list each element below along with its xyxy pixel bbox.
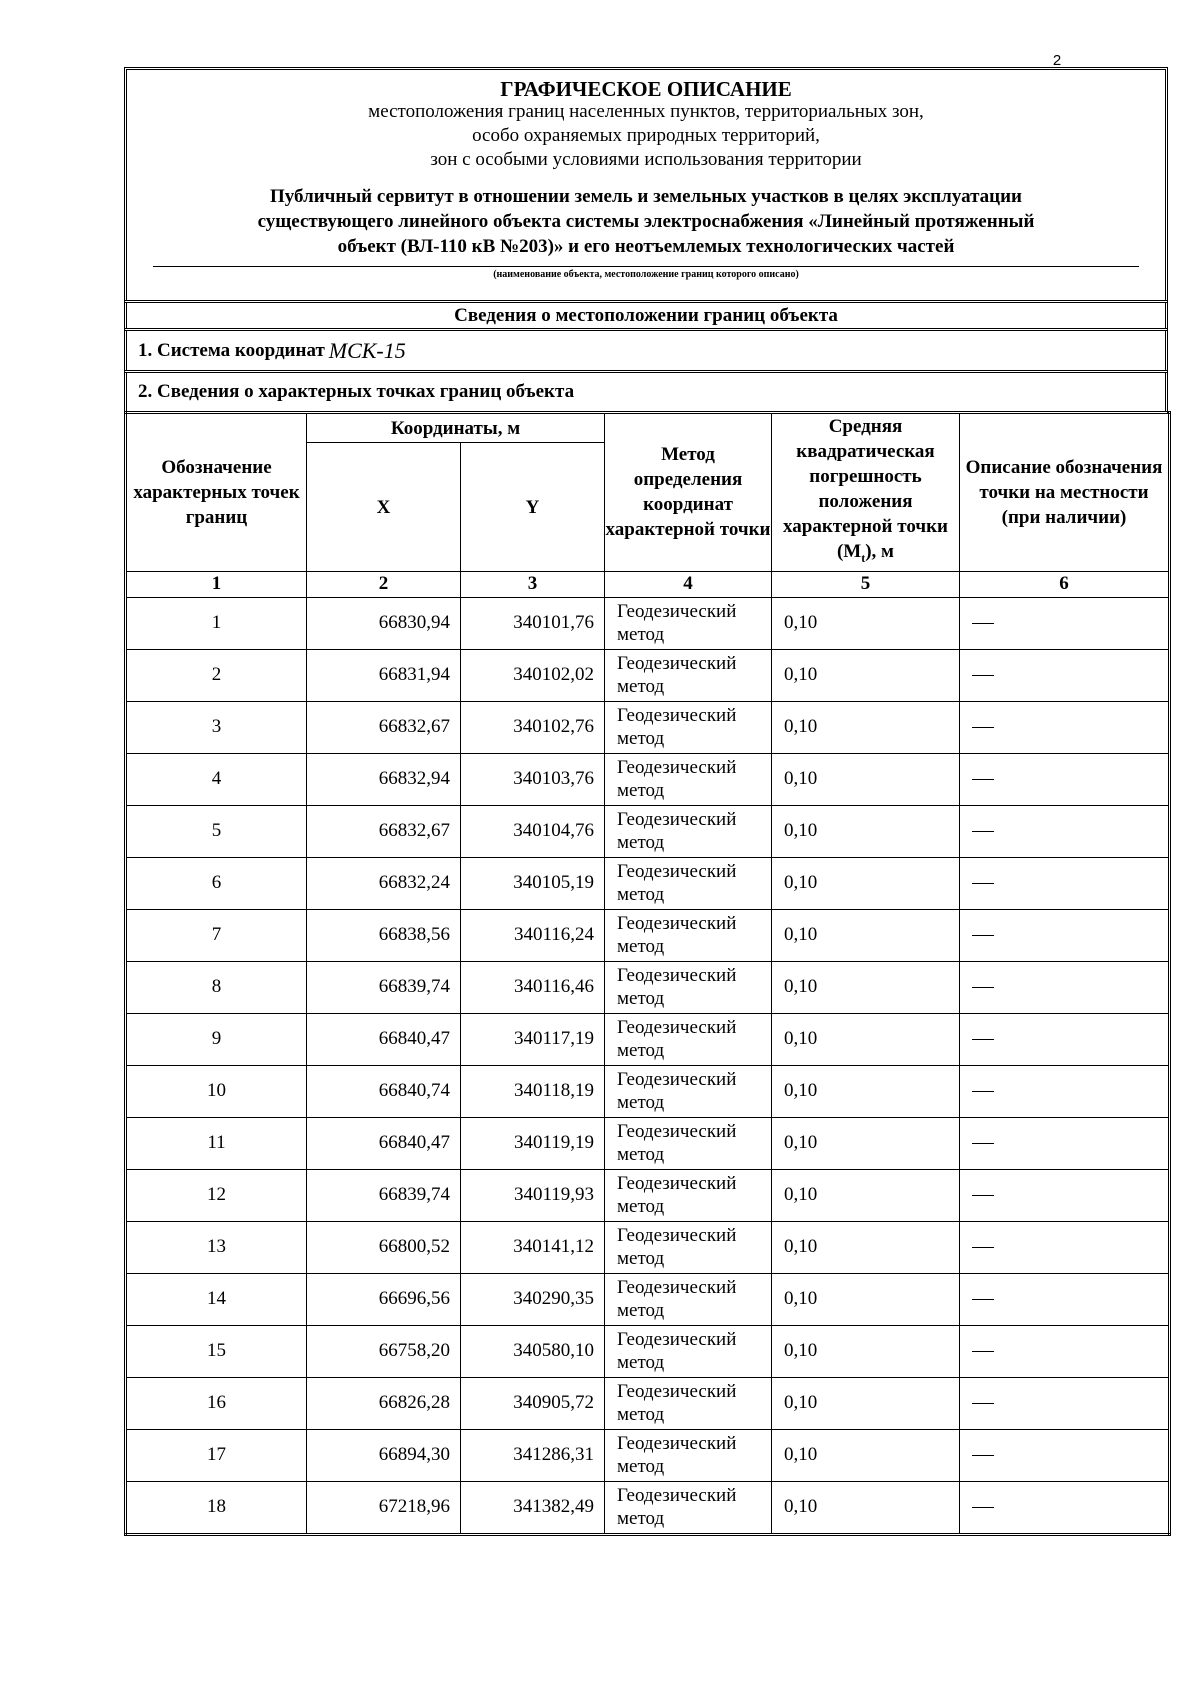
coord-x: 66831,94 bbox=[307, 649, 461, 701]
point-number: 18 bbox=[126, 1481, 307, 1534]
header-error-text: Средняя квадратическая погрешность положения характерной точки (M bbox=[783, 416, 948, 562]
dash-mark bbox=[972, 1195, 994, 1196]
point-number: 7 bbox=[126, 909, 307, 961]
dash-mark bbox=[972, 779, 994, 780]
table-row bbox=[126, 597, 1170, 649]
coord-y: 340103,76 bbox=[461, 753, 605, 805]
method: Геодезический метод bbox=[605, 1273, 772, 1325]
error-value: 0,10 bbox=[772, 1377, 960, 1429]
description-cell bbox=[960, 649, 1170, 701]
description-cell bbox=[960, 909, 1170, 961]
header-description: Описание обозначения точки на местности (при наличии) bbox=[960, 413, 1170, 572]
coord-x: 67218,96 bbox=[307, 1481, 461, 1534]
dash-mark bbox=[972, 935, 994, 936]
description-cell bbox=[960, 1065, 1170, 1117]
coord-x: 66696,56 bbox=[307, 1273, 461, 1325]
coord-x: 66830,94 bbox=[307, 597, 461, 649]
table-row bbox=[126, 701, 1170, 753]
description-cell bbox=[960, 1481, 1170, 1534]
description-cell bbox=[960, 597, 1170, 649]
error-value: 0,10 bbox=[772, 1117, 960, 1169]
error-value: 0,10 bbox=[772, 1221, 960, 1273]
table-row bbox=[126, 1169, 1170, 1221]
column-number: 4 bbox=[605, 571, 772, 597]
description-cell bbox=[960, 1377, 1170, 1429]
error-value: 0,10 bbox=[772, 1273, 960, 1325]
description-cell bbox=[960, 1169, 1170, 1221]
point-number: 11 bbox=[126, 1117, 307, 1169]
coord-y: 341286,31 bbox=[461, 1429, 605, 1481]
section-location: Сведения о местоположении границ объекта bbox=[124, 300, 1168, 331]
object-caption: (наименование объекта, местоположение границ которого описано) bbox=[493, 269, 799, 280]
table-row bbox=[126, 1221, 1170, 1273]
method: Геодезический метод bbox=[605, 1169, 772, 1221]
header-coordinates: Координаты, м bbox=[307, 413, 605, 443]
dash-mark bbox=[972, 1143, 994, 1144]
point-number: 9 bbox=[126, 1013, 307, 1065]
coord-x: 66894,30 bbox=[307, 1429, 461, 1481]
coord-y: 340580,10 bbox=[461, 1325, 605, 1377]
point-number: 8 bbox=[126, 961, 307, 1013]
header-error-subscript: t bbox=[861, 550, 866, 565]
error-value: 0,10 bbox=[772, 649, 960, 701]
description-cell bbox=[960, 1273, 1170, 1325]
object-name bbox=[127, 184, 1165, 259]
point-number: 13 bbox=[126, 1221, 307, 1273]
error-value: 0,10 bbox=[772, 1065, 960, 1117]
header-method: Метод определения координат характерной точки bbox=[605, 413, 772, 572]
point-number: 14 bbox=[126, 1273, 307, 1325]
method: Геодезический метод bbox=[605, 1117, 772, 1169]
dash-mark bbox=[972, 1455, 994, 1456]
column-number-row bbox=[126, 571, 1170, 597]
method: Геодезический метод bbox=[605, 701, 772, 753]
coord-x: 66826,28 bbox=[307, 1377, 461, 1429]
point-number: 5 bbox=[126, 805, 307, 857]
coord-y: 340116,24 bbox=[461, 909, 605, 961]
error-value: 0,10 bbox=[772, 1481, 960, 1534]
subtitle-line: особо охраняемых природных территорий, bbox=[472, 125, 820, 146]
coord-y: 340141,12 bbox=[461, 1221, 605, 1273]
error-value: 0,10 bbox=[772, 805, 960, 857]
coord-y: 340102,02 bbox=[461, 649, 605, 701]
coord-x: 66838,56 bbox=[307, 909, 461, 961]
description-cell bbox=[960, 1221, 1170, 1273]
method: Геодезический метод bbox=[605, 649, 772, 701]
subtitle-line: местоположения границ населенных пунктов, территориальных зон, bbox=[368, 101, 924, 122]
table-row bbox=[126, 1325, 1170, 1377]
table-row bbox=[126, 1065, 1170, 1117]
page-number: 2 bbox=[1052, 52, 1062, 69]
header-designation: Обозначение характерных точек границ bbox=[126, 413, 307, 572]
point-number: 6 bbox=[126, 857, 307, 909]
description-cell bbox=[960, 753, 1170, 805]
coord-x: 66840,47 bbox=[307, 1013, 461, 1065]
dash-mark bbox=[972, 727, 994, 728]
coord-y: 340116,46 bbox=[461, 961, 605, 1013]
table-row bbox=[126, 1273, 1170, 1325]
object-name-line: существующего линейного объекта системы электроснабжения «Линейный протяженный bbox=[257, 211, 1035, 232]
header-x: X bbox=[307, 443, 461, 571]
point-number: 2 bbox=[126, 649, 307, 701]
table-row bbox=[126, 909, 1170, 961]
table-row bbox=[126, 857, 1170, 909]
document-header bbox=[124, 67, 1168, 303]
error-value: 0,10 bbox=[772, 701, 960, 753]
column-number: 5 bbox=[772, 571, 960, 597]
method: Геодезический метод bbox=[605, 961, 772, 1013]
section-coordinate-system bbox=[124, 328, 1168, 373]
description-cell bbox=[960, 1117, 1170, 1169]
coord-x: 66832,67 bbox=[307, 701, 461, 753]
method: Геодезический метод bbox=[605, 909, 772, 961]
coord-y: 340118,19 bbox=[461, 1065, 605, 1117]
point-number: 10 bbox=[126, 1065, 307, 1117]
coord-y: 340905,72 bbox=[461, 1377, 605, 1429]
method: Геодезический метод bbox=[605, 1221, 772, 1273]
dash-mark bbox=[972, 1299, 994, 1300]
table-row bbox=[126, 1117, 1170, 1169]
section-points: 2. Сведения о характерных точках границ объекта bbox=[124, 370, 1168, 414]
point-number: 12 bbox=[126, 1169, 307, 1221]
column-number: 1 bbox=[126, 571, 307, 597]
dash-mark bbox=[972, 1403, 994, 1404]
point-number: 17 bbox=[126, 1429, 307, 1481]
header-error-tail: ), м bbox=[865, 541, 895, 562]
table-row bbox=[126, 1377, 1170, 1429]
coord-y: 340119,93 bbox=[461, 1169, 605, 1221]
method: Геодезический метод bbox=[605, 1325, 772, 1377]
subtitle-line: зон с особыми условиями использования территории bbox=[430, 149, 862, 170]
document-frame bbox=[124, 70, 1168, 1536]
method: Геодезический метод bbox=[605, 1013, 772, 1065]
point-number: 1 bbox=[126, 597, 307, 649]
method: Геодезический метод bbox=[605, 1481, 772, 1534]
coord-x: 66839,74 bbox=[307, 961, 461, 1013]
error-value: 0,10 bbox=[772, 961, 960, 1013]
error-value: 0,10 bbox=[772, 909, 960, 961]
coord-x: 66800,52 bbox=[307, 1221, 461, 1273]
underline-divider bbox=[153, 266, 1139, 267]
description-cell bbox=[960, 1429, 1170, 1481]
error-value: 0,10 bbox=[772, 1013, 960, 1065]
method: Геодезический метод bbox=[605, 753, 772, 805]
error-value: 0,10 bbox=[772, 1169, 960, 1221]
dash-mark bbox=[972, 1247, 994, 1248]
method: Геодезический метод bbox=[605, 805, 772, 857]
column-number: 3 bbox=[461, 571, 605, 597]
description-cell bbox=[960, 1013, 1170, 1065]
coord-y: 340290,35 bbox=[461, 1273, 605, 1325]
method: Геодезический метод bbox=[605, 1065, 772, 1117]
table-row bbox=[126, 1481, 1170, 1534]
description-cell bbox=[960, 1325, 1170, 1377]
dash-mark bbox=[972, 883, 994, 884]
column-number: 2 bbox=[307, 571, 461, 597]
coord-y: 340101,76 bbox=[461, 597, 605, 649]
coord-x: 66839,74 bbox=[307, 1169, 461, 1221]
column-number: 6 bbox=[960, 571, 1170, 597]
coord-y: 341382,49 bbox=[461, 1481, 605, 1534]
error-value: 0,10 bbox=[772, 753, 960, 805]
header-error bbox=[772, 413, 960, 572]
method: Геодезический метод bbox=[605, 857, 772, 909]
point-number: 15 bbox=[126, 1325, 307, 1377]
header-y: Y bbox=[461, 443, 605, 571]
coordinate-system-value: МСК-15 bbox=[328, 337, 406, 363]
table-row bbox=[126, 649, 1170, 701]
dash-mark bbox=[972, 831, 994, 832]
point-number: 3 bbox=[126, 701, 307, 753]
error-value: 0,10 bbox=[772, 1429, 960, 1481]
table-row bbox=[126, 961, 1170, 1013]
document-title: ГРАФИЧЕСКОЕ ОПИСАНИЕ bbox=[500, 77, 792, 101]
error-value: 0,10 bbox=[772, 857, 960, 909]
description-cell bbox=[960, 805, 1170, 857]
coord-y: 340102,76 bbox=[461, 701, 605, 753]
coord-y: 340117,19 bbox=[461, 1013, 605, 1065]
table-row bbox=[126, 1429, 1170, 1481]
table-row bbox=[126, 1013, 1170, 1065]
description-cell bbox=[960, 857, 1170, 909]
coord-x: 66832,94 bbox=[307, 753, 461, 805]
object-name-line: Публичный сервитут в отношении земель и земельных участков в целях эксплуатации bbox=[270, 186, 1022, 207]
method: Геодезический метод bbox=[605, 1377, 772, 1429]
error-value: 0,10 bbox=[772, 597, 960, 649]
point-number: 4 bbox=[126, 753, 307, 805]
table-row bbox=[126, 753, 1170, 805]
dash-mark bbox=[972, 675, 994, 676]
coord-x: 66832,67 bbox=[307, 805, 461, 857]
coord-x: 66840,74 bbox=[307, 1065, 461, 1117]
error-value: 0,10 bbox=[772, 1325, 960, 1377]
description-cell bbox=[960, 961, 1170, 1013]
dash-mark bbox=[972, 987, 994, 988]
points-table bbox=[124, 411, 1171, 1536]
object-name-line: объект (ВЛ-110 кВ №203)» и его неотъемлемых технологических частей bbox=[337, 236, 955, 257]
method: Геодезический метод bbox=[605, 1429, 772, 1481]
coord-y: 340119,19 bbox=[461, 1117, 605, 1169]
coord-x: 66840,47 bbox=[307, 1117, 461, 1169]
coord-y: 340105,19 bbox=[461, 857, 605, 909]
point-number: 16 bbox=[126, 1377, 307, 1429]
dash-mark bbox=[972, 1507, 994, 1508]
table-row bbox=[126, 805, 1170, 857]
coordinate-system-label: 1. Система координат bbox=[138, 339, 325, 361]
coord-x: 66758,20 bbox=[307, 1325, 461, 1377]
coord-x: 66832,24 bbox=[307, 857, 461, 909]
method: Геодезический метод bbox=[605, 597, 772, 649]
dash-mark bbox=[972, 1091, 994, 1092]
description-cell bbox=[960, 701, 1170, 753]
dash-mark bbox=[972, 1039, 994, 1040]
dash-mark bbox=[972, 1351, 994, 1352]
dash-mark bbox=[972, 623, 994, 624]
coord-y: 340104,76 bbox=[461, 805, 605, 857]
